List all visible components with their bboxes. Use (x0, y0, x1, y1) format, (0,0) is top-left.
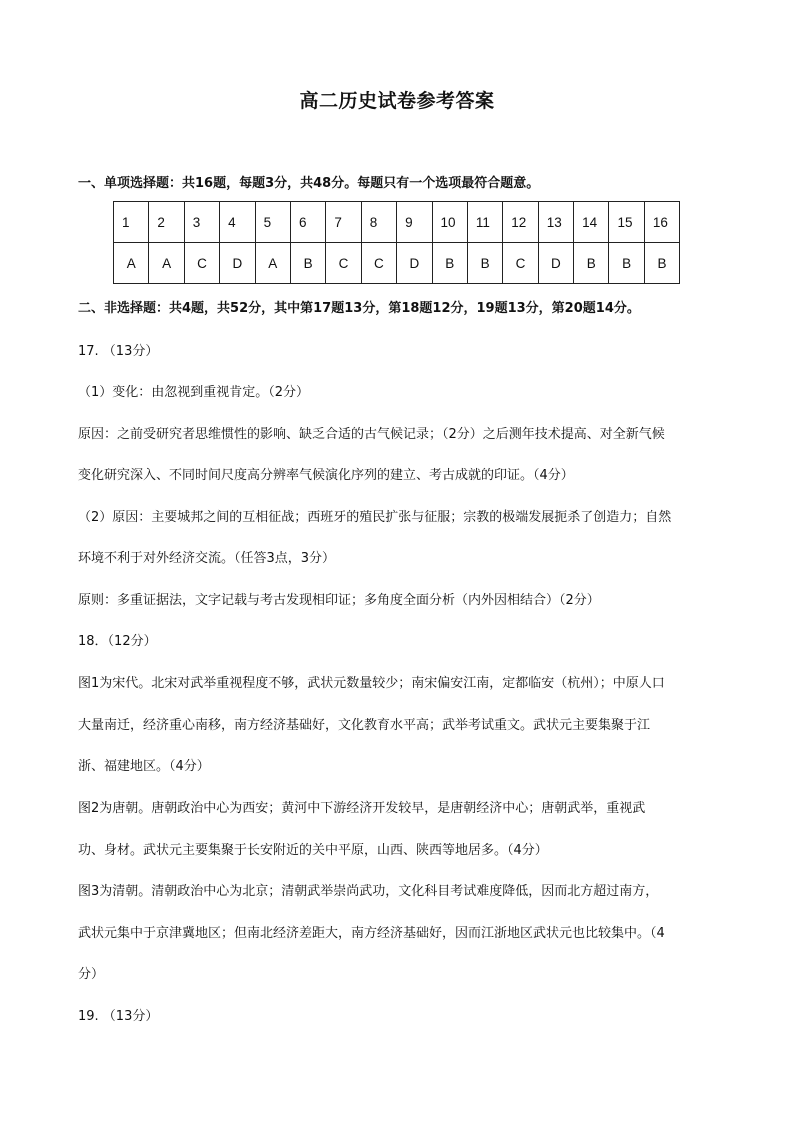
answer-cell: C (184, 243, 219, 284)
question-number-cell: 16 (644, 202, 679, 243)
question-number-cell: 13 (538, 202, 573, 243)
question-number-cell: 1 (114, 202, 149, 243)
answer-cell: A (114, 243, 149, 284)
question-number-cell: 8 (361, 202, 396, 243)
answer-cell: B (574, 243, 609, 284)
answer-cell: C (503, 243, 538, 284)
answer-cell: D (397, 243, 432, 284)
answer-cell: D (220, 243, 255, 284)
answer-cell: B (290, 243, 325, 284)
question-18-heading: 18．（12分） (78, 634, 157, 649)
section1-heading: 一、单项选择题：共16题，每题3分，共48分。每题只有一个选项最符合题意。 (78, 176, 540, 191)
answer-cell: A (149, 243, 184, 284)
question-19-heading: 19. （13分） (78, 1009, 159, 1024)
answer-line: 图3为清朝。清朝政治中心为北京；清朝武举崇尚武功，文化科目考试难度降低，因而北方超过南方， (78, 884, 659, 899)
question-number-cell: 2 (149, 202, 184, 243)
answer-cell: D (538, 243, 573, 284)
answer-line: （2）原因：主要城邦之间的互相征战；西班牙的殖民扩张与征服；宗教的极端发展扼杀了创造力；自然 (78, 510, 672, 525)
answer-line: 浙、福建地区。（4分） (78, 759, 210, 774)
answer-line: 原则：多重证据法，文字记载与考古发现相印证；多角度全面分析（内外因相结合）（2分） (78, 593, 600, 608)
answer-line: 武状元集中于京津冀地区；但南北经济差距大，南方经济基础好，因而江浙地区武状元也比较集中。（4 (78, 926, 665, 941)
question-number-cell: 14 (574, 202, 609, 243)
answer-cell: C (326, 243, 361, 284)
answer-line: 图2为唐朝。唐朝政治中心为西安；黄河中下游经济开发较早，是唐朝经济中心；唐朝武举，重视武 (78, 801, 646, 816)
answer-line: 图1为宋代。北宋对武举重视程度不够，武状元数量较少；南宋偏安江南，定都临安（杭州）；中原人口 (78, 676, 665, 691)
answer-table (113, 201, 680, 284)
answer-line: 功、身材。武状元主要集聚于长安附近的关中平原，山西、陕西等地居多。（4分） (78, 843, 548, 858)
answer-line: （1）变化：由忽视到重视肯定。（2分） (78, 385, 310, 400)
answer-cell: B (644, 243, 679, 284)
answer-cell: C (361, 243, 396, 284)
question-number-cell: 4 (220, 202, 255, 243)
answer-table-answer-row (114, 243, 680, 284)
answer-line: 环境不利于对外经济交流。（任答3点，3分） (78, 551, 336, 566)
answer-line: 大量南迁，经济重心南移，南方经济基础好，文化教育水平高；武举考试重文。武状元主要集聚于江 (78, 718, 651, 733)
question-17-heading: 17. （13分） (78, 344, 159, 359)
question-number-cell: 5 (255, 202, 290, 243)
answer-cell: B (609, 243, 644, 284)
question-number-cell: 3 (184, 202, 219, 243)
question-number-cell: 11 (467, 202, 502, 243)
answer-line: 变化研究深入、不同时间尺度高分辨率气候演化序列的建立、考古成就的印证。（4分） (78, 468, 574, 483)
question-number-cell: 12 (503, 202, 538, 243)
answer-table-number-row (114, 202, 680, 243)
answer-line: 分） (78, 967, 105, 982)
answer-cell: B (467, 243, 502, 284)
answer-cell: A (255, 243, 290, 284)
page-title: 高二历史试卷参考答案 (299, 90, 495, 112)
answer-cell: B (432, 243, 467, 284)
question-number-cell: 10 (432, 202, 467, 243)
question-number-cell: 7 (326, 202, 361, 243)
section2-heading: 二、非选择题：共4题，共52分，其中第17题13分，第18题12分，19题13分，第20题14分。 (78, 301, 640, 316)
answer-line: 原因：之前受研究者思维惯性的影响、缺乏合适的古气候记录；（2分）之后测年技术提高、对全新气候 (78, 427, 665, 442)
question-number-cell: 6 (290, 202, 325, 243)
question-number-cell: 15 (609, 202, 644, 243)
question-number-cell: 9 (397, 202, 432, 243)
